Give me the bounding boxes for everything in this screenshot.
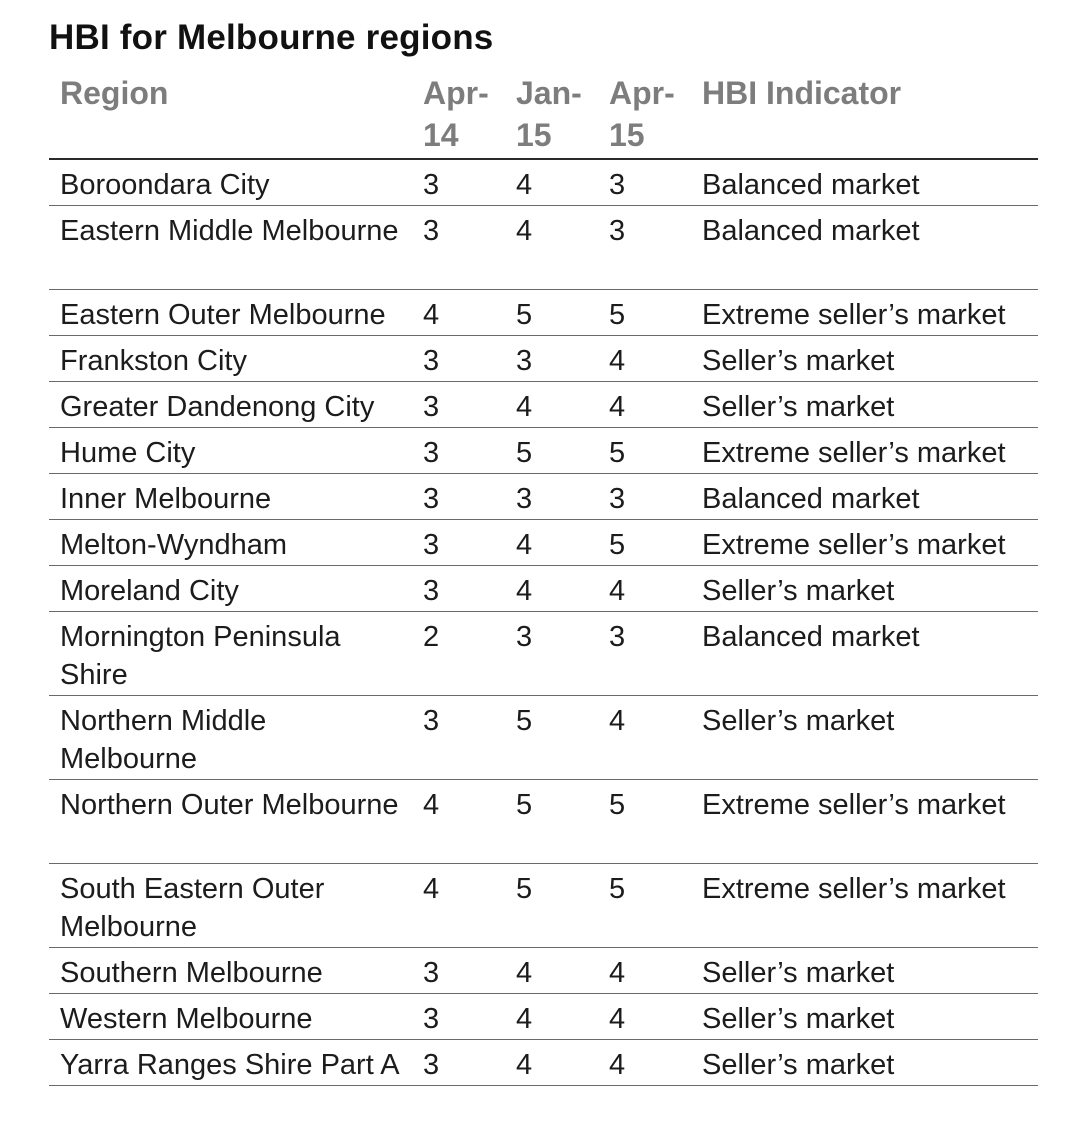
- cell-apr14: 3: [410, 474, 503, 520]
- cell-apr15: 5: [596, 428, 691, 474]
- cell-apr14: 2: [410, 612, 503, 696]
- cell-apr14: 3: [410, 566, 503, 612]
- cell-region: Boroondara City: [49, 159, 410, 206]
- cell-apr14: 4: [410, 290, 503, 336]
- table-row: [49, 290, 1038, 336]
- table-row: [49, 206, 1038, 290]
- table-row: [49, 994, 1038, 1040]
- cell-apr15: 4: [596, 336, 691, 382]
- header-indicator: HBI Indicator: [691, 68, 1038, 159]
- cell-indicator: Extreme seller’s market: [691, 290, 1038, 336]
- cell-jan15: 4: [503, 994, 596, 1040]
- cell-apr14: 3: [410, 382, 503, 428]
- table-row: [49, 474, 1038, 520]
- cell-apr15: 4: [596, 566, 691, 612]
- cell-region: Frankston City: [49, 336, 410, 382]
- header-region: Region: [49, 68, 410, 159]
- cell-apr15: 4: [596, 696, 691, 780]
- cell-jan15: 4: [503, 948, 596, 994]
- header-row: [49, 68, 1038, 159]
- cell-jan15: 4: [503, 206, 596, 290]
- cell-apr14: 3: [410, 428, 503, 474]
- cell-indicator: Balanced market: [691, 474, 1038, 520]
- cell-apr14: 4: [410, 780, 503, 864]
- cell-apr15: 3: [596, 474, 691, 520]
- table-row: [49, 696, 1038, 780]
- cell-apr15: 5: [596, 520, 691, 566]
- cell-apr14: 3: [410, 520, 503, 566]
- cell-apr14: 3: [410, 336, 503, 382]
- table-row: [49, 566, 1038, 612]
- cell-jan15: 5: [503, 290, 596, 336]
- cell-apr15: 4: [596, 948, 691, 994]
- cell-apr15: 4: [596, 1040, 691, 1086]
- cell-region: Eastern Outer Melbourne: [49, 290, 410, 336]
- cell-region: Moreland City: [49, 566, 410, 612]
- cell-indicator: Seller’s market: [691, 382, 1038, 428]
- table-row: [49, 159, 1038, 206]
- cell-apr14: 3: [410, 696, 503, 780]
- cell-apr14: 3: [410, 1040, 503, 1086]
- cell-apr15: 4: [596, 382, 691, 428]
- cell-apr14: 3: [410, 948, 503, 994]
- table-row: [49, 864, 1038, 948]
- cell-apr14: 4: [410, 864, 503, 948]
- cell-apr15: 3: [596, 612, 691, 696]
- cell-region: Eastern Middle Melbourne: [49, 206, 410, 290]
- cell-apr14: 3: [410, 994, 503, 1040]
- cell-jan15: 5: [503, 780, 596, 864]
- cell-region: Western Melbourne: [49, 994, 410, 1040]
- cell-jan15: 5: [503, 696, 596, 780]
- cell-apr15: 5: [596, 864, 691, 948]
- cell-jan15: 4: [503, 1040, 596, 1086]
- cell-apr15: 3: [596, 206, 691, 290]
- cell-region: Inner Melbourne: [49, 474, 410, 520]
- cell-indicator: Balanced market: [691, 612, 1038, 696]
- cell-apr14: 3: [410, 206, 503, 290]
- cell-apr15: 5: [596, 290, 691, 336]
- table-row: [49, 612, 1038, 696]
- table-row: [49, 948, 1038, 994]
- cell-region: Yarra Ranges Shire Part A: [49, 1040, 410, 1086]
- header-apr15: Apr- 15: [596, 68, 691, 159]
- cell-indicator: Extreme seller’s market: [691, 428, 1038, 474]
- cell-region: Melton-Wyndham: [49, 520, 410, 566]
- table-row: [49, 382, 1038, 428]
- cell-indicator: Seller’s market: [691, 994, 1038, 1040]
- table-row: [49, 780, 1038, 864]
- cell-jan15: 3: [503, 612, 596, 696]
- cell-indicator: Extreme seller’s market: [691, 780, 1038, 864]
- cell-region: Greater Dandenong City: [49, 382, 410, 428]
- cell-region: South Eastern Outer Melbourne: [49, 864, 410, 948]
- table-title: HBI for Melbourne regions: [49, 18, 494, 57]
- cell-jan15: 4: [503, 520, 596, 566]
- table-body: [49, 159, 1038, 1086]
- table-row: [49, 520, 1038, 566]
- cell-indicator: Balanced market: [691, 159, 1038, 206]
- cell-indicator: Extreme seller’s market: [691, 520, 1038, 566]
- cell-region: Northern Middle Melbourne: [49, 696, 410, 780]
- cell-region: Northern Outer Melbourne: [49, 780, 410, 864]
- cell-apr15: 5: [596, 780, 691, 864]
- header-jan15: Jan- 15: [503, 68, 596, 159]
- cell-jan15: 4: [503, 382, 596, 428]
- cell-region: Mornington Peninsula Shire: [49, 612, 410, 696]
- cell-indicator: Seller’s market: [691, 336, 1038, 382]
- cell-jan15: 4: [503, 159, 596, 206]
- table-row: [49, 336, 1038, 382]
- cell-jan15: 5: [503, 864, 596, 948]
- hbi-table: [49, 68, 1038, 1086]
- cell-jan15: 4: [503, 566, 596, 612]
- cell-indicator: Seller’s market: [691, 1040, 1038, 1086]
- cell-indicator: Extreme seller’s market: [691, 864, 1038, 948]
- cell-indicator: Seller’s market: [691, 566, 1038, 612]
- cell-indicator: Balanced market: [691, 206, 1038, 290]
- cell-apr15: 4: [596, 994, 691, 1040]
- table-row: [49, 428, 1038, 474]
- cell-jan15: 3: [503, 336, 596, 382]
- cell-apr14: 3: [410, 159, 503, 206]
- cell-jan15: 5: [503, 428, 596, 474]
- cell-apr15: 3: [596, 159, 691, 206]
- header-apr14: Apr- 14: [410, 68, 503, 159]
- cell-indicator: Seller’s market: [691, 696, 1038, 780]
- cell-indicator: Seller’s market: [691, 948, 1038, 994]
- cell-region: Hume City: [49, 428, 410, 474]
- cell-region: Southern Melbourne: [49, 948, 410, 994]
- cell-jan15: 3: [503, 474, 596, 520]
- table-row: [49, 1040, 1038, 1086]
